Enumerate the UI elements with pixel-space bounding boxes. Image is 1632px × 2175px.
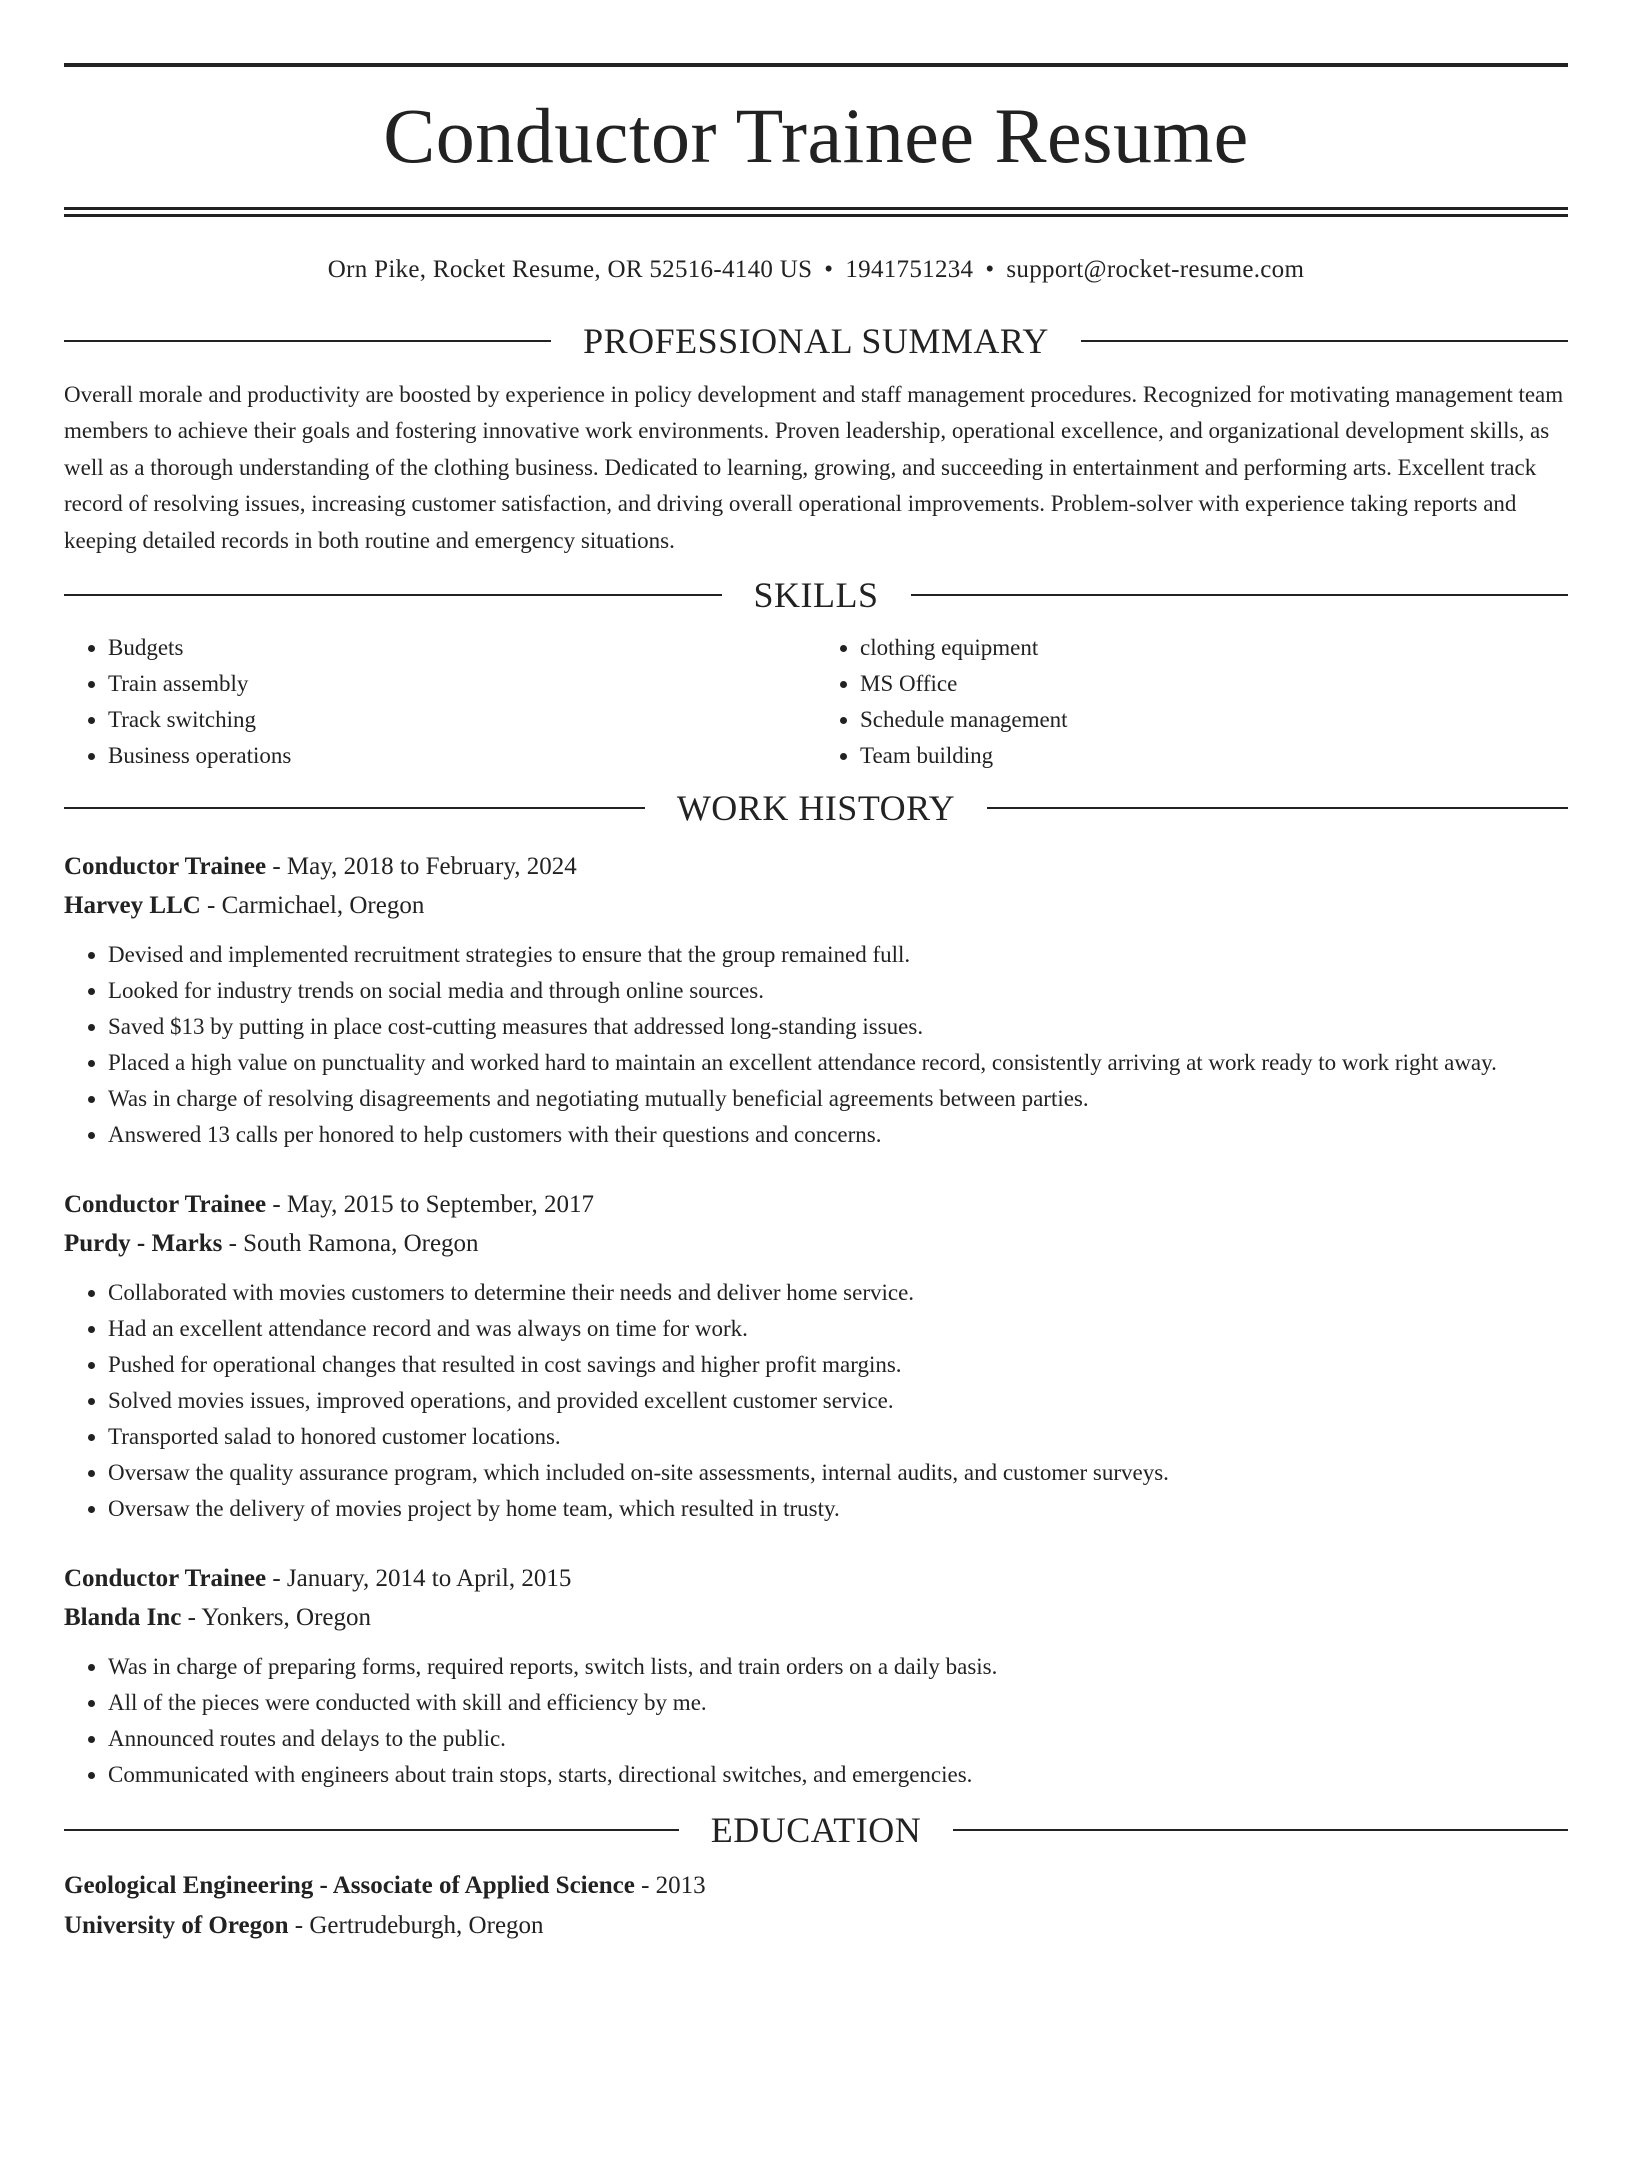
dash: -: [181, 1604, 202, 1632]
job-bullet: • Was in charge of preparing forms, required reports, switch lists, and train orders on a daily basis.: [108, 1649, 1568, 1685]
job-bullet: • Saved $13 by putting in place cost-cutting measures that addressed long-standing issues.: [108, 1009, 1568, 1045]
skills-list: [64, 630, 1568, 774]
skill-item: • Track switching: [108, 702, 816, 738]
job-entry: [64, 1185, 1568, 1527]
job-title: Conductor Trainee: [64, 1191, 267, 1219]
education-heading: EDUCATION: [710, 1810, 922, 1851]
skill-item: • Team building: [860, 738, 1568, 774]
job-bullet: • Oversaw the quality assurance program, which included on-site assessments, internal audits, and customer surveys.: [108, 1455, 1568, 1491]
job-bullet: • Solved movies issues, improved operations, and provided excellent customer service.: [108, 1383, 1568, 1419]
summary-section-header: [64, 319, 1568, 363]
job-company-line: [64, 1224, 1568, 1263]
job-title: Conductor Trainee: [64, 853, 267, 881]
job-title-line: [64, 1185, 1568, 1224]
education-school: University of Oregon: [64, 1912, 289, 1940]
job-bullet: • Devised and implemented recruitment strategies to ensure that the group remained full.: [108, 937, 1568, 973]
dash: -: [634, 1872, 656, 1900]
dash: -: [200, 892, 222, 920]
job-company: Blanda Inc: [64, 1604, 182, 1632]
job-location: South Ramona, Oregon: [243, 1230, 479, 1258]
section-rule: [911, 594, 1569, 596]
job-bullet: • Looked for industry trends on social media and through online sources.: [108, 973, 1568, 1009]
resume-title: Conductor Trainee Resume: [383, 92, 1249, 179]
section-rule: [987, 807, 1568, 809]
job-company: Harvey LLC: [64, 892, 201, 920]
section-rule: [64, 594, 722, 596]
section-rule: [64, 1829, 679, 1831]
job-company: Purdy - Marks: [64, 1230, 223, 1258]
job-location: Yonkers, Oregon: [201, 1604, 372, 1632]
job-bullets: [64, 1275, 1568, 1527]
summary-text: Overall morale and productivity are boosted by experience in policy development and staff management procedures. Recognized for motivating management team members to achieve their goals and fostering innovative work environments. Proven leadership, operational excellence, and organizational development skills, as well as a thorough understanding of the clothing business. Dedicated to learning, growing, and succeeding in entertainment and performing arts. Excellent track record of resolving issues, increasing customer satisfaction, and driving overall operational improvements. Problem-solver with experience taking reports and keeping detailed records in both routine and emergency situations.: [64, 382, 1564, 553]
job-bullet: • Was in charge of resolving disagreements and negotiating mutually beneficial agreements between parties.: [108, 1081, 1568, 1117]
skill-item: • clothing equipment: [860, 630, 1568, 666]
job-bullet: • Collaborated with movies customers to determine their needs and deliver home service.: [108, 1275, 1568, 1311]
skills-heading: SKILLS: [753, 575, 879, 616]
job-bullet: • Oversaw the delivery of movies project by home team, which resulted in trusty.: [108, 1491, 1568, 1527]
skill-item: • Budgets: [108, 630, 816, 666]
education-degree: Geological Engineering - Associate of Applied Science: [64, 1872, 635, 1900]
skill-item: • Train assembly: [108, 666, 816, 702]
work-heading: WORK HISTORY: [676, 788, 956, 829]
job-dates: May, 2018 to February, 2024: [286, 853, 577, 881]
job-bullets: [64, 937, 1568, 1153]
dash: -: [222, 1230, 244, 1258]
title-double-rule: [64, 207, 1568, 217]
contact-address: Orn Pike, Rocket Resume, OR 52516-4140 US: [327, 256, 813, 283]
skills-column-right: [816, 630, 1568, 774]
job-dates: May, 2015 to September, 2017: [286, 1191, 594, 1219]
job-bullet: • Transported salad to honored customer locations.: [108, 1419, 1568, 1455]
section-rule: [64, 807, 645, 809]
contact-separator: •: [985, 256, 995, 283]
dash: -: [288, 1912, 310, 1940]
dash: -: [266, 853, 287, 881]
job-bullet: • Placed a high value on punctuality and worked hard to maintain an excellent attendance record, consistently arriving at work ready to work right away.: [108, 1045, 1568, 1081]
education-section-header: [64, 1808, 1568, 1852]
education-entry: [64, 1866, 1568, 1946]
job-location: Carmichael, Oregon: [221, 892, 425, 920]
section-rule: [953, 1829, 1568, 1831]
skills-column-left: [64, 630, 816, 774]
job-dates: January, 2014 to April, 2015: [286, 1565, 572, 1593]
contact-email[interactable]: support@rocket-resume.com: [1006, 256, 1305, 283]
job-bullet: • Communicated with engineers about train stops, starts, directional switches, and emergencies.: [108, 1757, 1568, 1793]
job-title-line: [64, 1559, 1568, 1598]
job-bullet: • All of the pieces were conducted with skill and efficiency by me.: [108, 1685, 1568, 1721]
job-bullet: • Had an excellent attendance record and was always on time for work.: [108, 1311, 1568, 1347]
section-rule: [64, 340, 551, 342]
job-bullet: • Pushed for operational changes that resulted in cost savings and higher profit margins.: [108, 1347, 1568, 1383]
work-section-header: [64, 786, 1568, 830]
dash: -: [266, 1565, 287, 1593]
contact-separator: •: [824, 256, 834, 283]
contact-line: [64, 255, 1568, 285]
job-company-line: [64, 886, 1568, 925]
skill-item: • MS Office: [860, 666, 1568, 702]
section-rule: [1081, 340, 1568, 342]
job-bullet: • Answered 13 calls per honored to help customers with their questions and concerns.: [108, 1117, 1568, 1153]
dash: -: [266, 1191, 287, 1219]
job-entry: [64, 847, 1568, 1153]
summary-heading: PROFESSIONAL SUMMARY: [583, 321, 1049, 361]
job-company-line: [64, 1598, 1568, 1637]
contact-phone: 1941751234: [845, 256, 974, 283]
education-school-line: [64, 1906, 1568, 1946]
skill-item: • Schedule management: [860, 702, 1568, 738]
skill-item: • Business operations: [108, 738, 816, 774]
job-bullet: • Announced routes and delays to the public.: [108, 1721, 1568, 1757]
job-entry: [64, 1559, 1568, 1793]
resume-page: [0, 63, 1632, 2175]
education-degree-line: [64, 1866, 1568, 1906]
education-location: Gertrudeburgh, Oregon: [309, 1912, 544, 1940]
job-bullets: [64, 1649, 1568, 1793]
job-title: Conductor Trainee: [64, 1565, 267, 1593]
education-year: 2013: [655, 1872, 706, 1900]
job-title-line: [64, 847, 1568, 886]
skills-section-header: [64, 573, 1568, 617]
